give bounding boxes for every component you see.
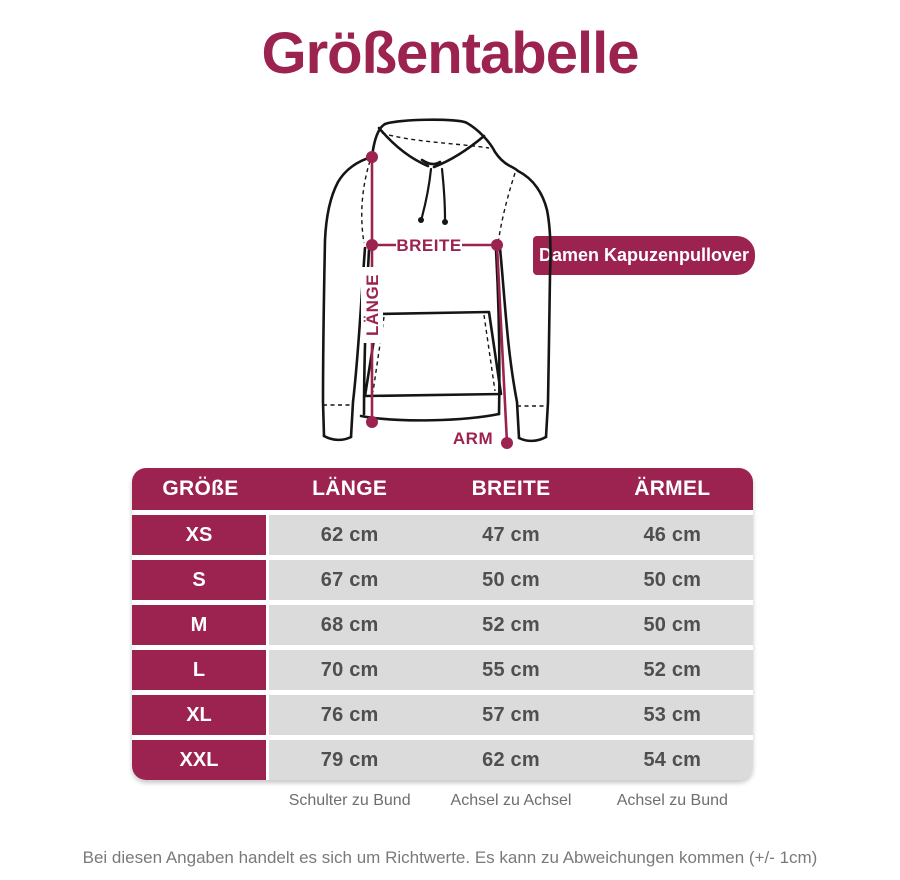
header-breite: BREITE: [471, 477, 551, 500]
table-row: [132, 695, 753, 735]
breite-value: 55 cm: [482, 658, 540, 681]
laenge-value: 79 cm: [320, 748, 379, 771]
laenge-value: 70 cm: [320, 658, 379, 681]
aermel-value: 50 cm: [643, 568, 702, 591]
laenge-value: 62 cm: [320, 523, 379, 546]
table-header-row: [132, 468, 753, 510]
aermel-value: 54 cm: [643, 748, 702, 771]
measurement-dots: [366, 151, 513, 449]
footnote-breite: Achsel zu Achsel: [450, 792, 572, 809]
drawstring-tips: [418, 217, 448, 225]
table-row: [132, 605, 753, 645]
breite-value: 47 cm: [482, 523, 540, 546]
table-row: [132, 740, 753, 780]
size-label: M: [132, 605, 266, 645]
row-values: [269, 650, 753, 690]
size-label: L: [132, 650, 266, 690]
breite-value: 52 cm: [482, 613, 540, 636]
size-label: XS: [132, 515, 266, 555]
right-raglan-seam: [498, 173, 515, 244]
table-row: [132, 650, 753, 690]
breite-value: 57 cm: [482, 703, 540, 726]
row-values: [269, 605, 753, 645]
right-cuff: [519, 437, 546, 441]
breite-value: 50 cm: [482, 568, 540, 591]
right-sleeve-outer: [518, 171, 551, 437]
breite-value: 62 cm: [482, 748, 540, 771]
size-label: XXL: [132, 740, 266, 780]
footnote-aermel: Achsel zu Bund: [616, 792, 728, 809]
measurement-overlay: [361, 151, 513, 449]
disclaimer-text: Bei diesen Angaben handelt es sich um Richtwerte. Es kann zu Abweichungen kommen (+/- 1cm): [82, 848, 818, 867]
pocket-right-stitch: [484, 315, 495, 391]
hood-flap-left: [379, 128, 428, 166]
row-values: [269, 515, 753, 555]
arm-label: ARM: [452, 429, 494, 448]
aermel-value: 46 cm: [643, 523, 702, 546]
hoodie-outline: [323, 120, 551, 441]
arm-label-group: [450, 428, 496, 449]
drawstring-right: [442, 169, 445, 219]
laenge-value: 76 cm: [320, 703, 379, 726]
laenge-label: LÄNGE: [363, 274, 382, 336]
left-raglan-seam: [362, 161, 370, 243]
aermel-value: 52 cm: [643, 658, 702, 681]
size-label: XL: [132, 695, 266, 735]
laenge-value: 67 cm: [320, 568, 379, 591]
size-table: [132, 468, 753, 780]
laenge-label-group: [361, 267, 383, 343]
bottom-hem: [361, 414, 499, 420]
row-values: [269, 740, 753, 780]
row-values: [269, 560, 753, 600]
table-row: [132, 560, 753, 600]
breite-label: BREITE: [396, 236, 462, 255]
breite-label-group: [396, 234, 462, 256]
header-laenge: LÄNGE: [312, 477, 388, 500]
footnote-laenge: Schulter zu Bund: [288, 792, 411, 809]
row-values: [269, 695, 753, 735]
drawstring-left: [422, 169, 431, 217]
hood-flap-right: [434, 136, 484, 167]
header-aermel: ÄRMEL: [634, 477, 711, 500]
size-label: S: [132, 560, 266, 600]
aermel-value: 50 cm: [643, 613, 702, 636]
header-groesse: GRÖßE: [162, 477, 239, 500]
product-type-badge: Damen Kapuzenpullover: [533, 236, 755, 275]
hoodie-diagram: [295, 100, 565, 470]
page-title: Größentabelle: [261, 21, 639, 86]
aermel-value: 53 cm: [643, 703, 702, 726]
table-row: [132, 515, 753, 555]
column-footnotes: [269, 792, 753, 810]
laenge-value: 68 cm: [320, 613, 379, 636]
left-cuff: [324, 436, 351, 440]
kangaroo-pocket: [365, 312, 501, 396]
